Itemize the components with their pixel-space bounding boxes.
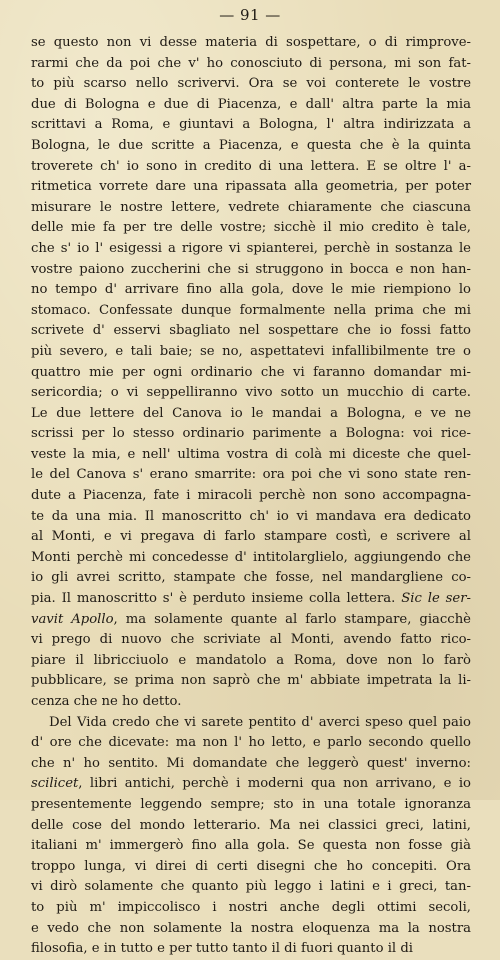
text-line: ritmetica vorrete dare una ripassata alla geometria, per poter — [31, 179, 471, 195]
text-line: le del Canova s' erano smarrite: ora poi che vi sono state ren- — [31, 467, 471, 483]
text-line: quattro mie per ogni ordinario che vi faranno domandar mi- — [31, 364, 471, 380]
text-line: troverete ch' io sono in credito di una lettera. E se oltre l' a- — [31, 158, 471, 174]
text-line: vostre paiono zuccherini che si struggono in bocca e non han- — [31, 261, 471, 277]
text-line: Monti perchè mi concedesse d' intitolarglielo, aggiungendo che — [31, 549, 471, 565]
text-line: che s' io l' esigessi a rigore vi spianterei, perchè in sostanza le — [31, 240, 471, 256]
text-line: stomaco. Confessate dunque formalmente nella prima che mi — [31, 302, 471, 318]
text-line: no tempo d' arrivare fino alla gola, dove le mie riempiono lo — [31, 282, 471, 298]
text-line: rarmi che da poi che v' ho conosciuto di persona, mi son fat- — [31, 55, 471, 71]
text-line: presentemente leggendo sempre; sto in una totale ignoranza — [31, 796, 471, 812]
paragraph — [31, 33, 471, 713]
text-line: scrissi per lo stesso ordinario parimente a Bologna: voi rice- — [31, 426, 471, 442]
text-line: che n' ho sentito. Mi domandate che leggerò quest' inverno: — [31, 755, 471, 771]
text-line: Del Vida credo che vi sarete pentito d' averci speso quel paio — [49, 714, 471, 730]
italic-latin-phrase: vavit Apollo — [31, 611, 114, 627]
text-line: misurare le nostre lettere, vedrete chiaramente che ciascuna — [31, 199, 471, 215]
text-line: pubblicare, se prima non saprò che m' abbiate impetrata la li- — [31, 673, 471, 689]
text-line: dute a Piacenza, fate i miracoli perchè non sono accompagna- — [31, 488, 471, 504]
text-line: veste la mia, e nell' ultima vostra di colà mi diceste che quel- — [31, 446, 471, 462]
text-line: delle mie fa per tre delle vostre; sicchè il mio credito è tale, — [31, 220, 471, 236]
body-text — [31, 33, 471, 960]
text-line: più severo, e tali baie; se no, aspettatevi infallibilmente tre o — [31, 343, 471, 359]
text-line: filosofia, e in tutto e per tutto tanto il di fuori quanto il di — [31, 941, 413, 957]
paragraph — [31, 713, 471, 960]
text-line: sericordia; o vi seppelliranno vivo sotto un mucchio di carte. — [31, 385, 471, 401]
text-line: io gli avrei scritto, stampate che fosse, nel mandargliene co- — [31, 570, 471, 586]
text-line: se questo non vi desse materia di sospettare, o di rimprove- — [31, 35, 471, 50]
text-line: scrittavi a Roma, e giuntavi a Bologna, l' altra indirizzata a — [31, 117, 471, 133]
text-line: Le due lettere del Canova io le mandai a Bologna, e ve ne — [31, 405, 471, 421]
text-line: vavit Apollo, ma solamente quante al farlo stampare, giacchè — [31, 611, 471, 627]
text-line: vi prego di nuovo che scriviate al Monti, avendo fatto rico- — [31, 632, 471, 648]
text-line: italiani m' immergerò fino alla gola. Se questa non fosse già — [31, 838, 471, 854]
text-line: to più scarso nello scrivervi. Ora se voi conterete le vostre — [31, 76, 471, 92]
page-number: — 91 — — [219, 6, 281, 24]
text-line: e vedo che non solamente la nostra eloquenza ma la nostra — [31, 920, 471, 936]
italic-latin-phrase: Sic le ser- — [401, 591, 471, 607]
text-line: cenza che ne ho detto. — [31, 694, 182, 709]
text-line: d' ore che dicevate: ma non l' ho letto, e parlo secondo quello — [31, 735, 471, 751]
text-line: vi dirò solamente che quanto più leggo i latini e i greci, tan- — [31, 879, 471, 895]
text-line: pia. Il manoscritto s' è perduto insieme colla lettera. Sic le ser- — [31, 591, 471, 607]
text-line: to più m' impiccolisco i nostri anche degli ottimi secoli, — [31, 899, 471, 915]
text-line: troppo lunga, vi direi di certi disegni che ho concepiti. Ora — [31, 858, 471, 874]
text-line: te da una mia. Il manoscritto ch' io vi mandava era dedicato — [31, 508, 471, 524]
text-line: scrivete d' esservi sbagliato nel sospettare che io fossi fatto — [31, 323, 471, 339]
text-line: scilicet, libri antichi, perchè i moderni qua non arrivano, e io — [31, 776, 471, 792]
text-line: delle cose del mondo letterario. Ma nei classici greci, latini, — [31, 817, 471, 833]
text-line: Bologna, le due scritte a Piacenza, e questa che è la quinta — [31, 137, 471, 153]
text-line: piare il libricciuolo e mandatolo a Roma, dove non lo farò — [31, 652, 471, 668]
italic-latin-phrase: scilicet — [31, 776, 79, 792]
text-line: al Monti, e vi pregava di farlo stampare costì, e scrivere al — [31, 529, 471, 545]
text-line: due di Bologna e due di Piacenza, e dall' altra parte la mia — [31, 96, 471, 112]
